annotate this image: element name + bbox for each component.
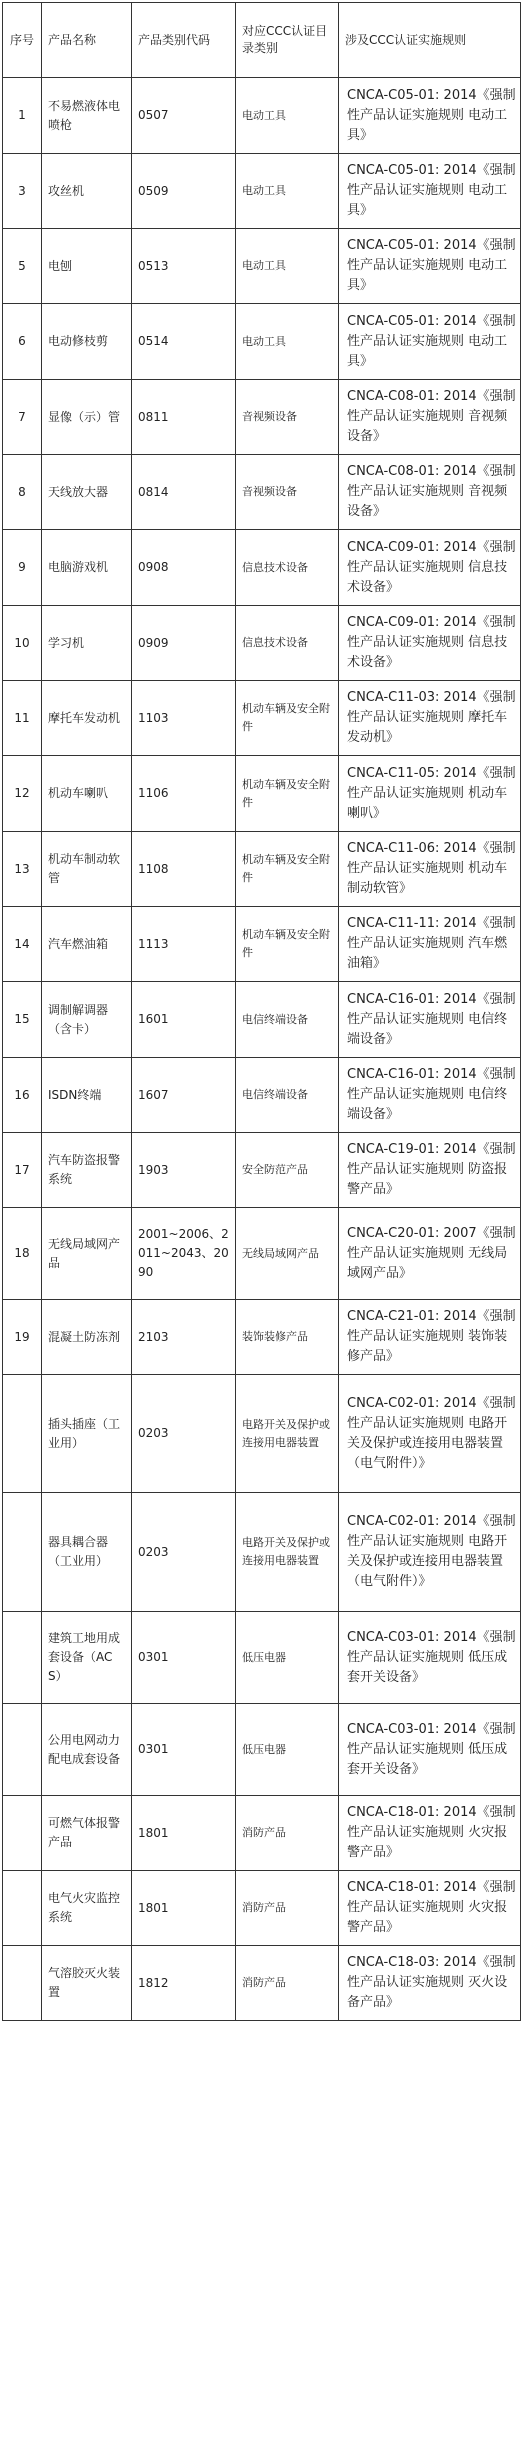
- row-category-code: 1601: [132, 982, 236, 1058]
- row-product-name: 插头插座（工业用）: [42, 1375, 132, 1493]
- table-header-row: [3, 3, 521, 78]
- row-category-code: 0909: [132, 606, 236, 681]
- row-seq: 10: [3, 606, 42, 681]
- row-ccc-rule: CNCA-C09-01: 2014《强制性产品认证实施规则 信息技术设备》: [339, 530, 521, 606]
- row-seq: 9: [3, 530, 42, 606]
- row-ccc-category: 无线局域网产品: [236, 1208, 339, 1300]
- row-ccc-rule: CNCA-C05-01: 2014《强制性产品认证实施规则 电动工具》: [339, 229, 521, 304]
- row-ccc-category: 信息技术设备: [236, 530, 339, 606]
- row-ccc-category: 机动车辆及安全附件: [236, 756, 339, 832]
- row-product-name: 显像（示）管: [42, 380, 132, 455]
- row-product-name: 公用电网动力配电成套设备: [42, 1704, 132, 1796]
- header-category-code: 产品类别代码: [132, 3, 236, 78]
- row-seq: 6: [3, 304, 42, 380]
- row-seq: 19: [3, 1300, 42, 1375]
- row-ccc-rule: CNCA-C11-06: 2014《强制性产品认证实施规则 机动车制动软管》: [339, 832, 521, 907]
- row-ccc-rule: CNCA-C02-01: 2014《强制性产品认证实施规则 电路开关及保护或连接用电器装置（电气附件）》: [339, 1375, 521, 1493]
- row-ccc-category: 消防产品: [236, 1946, 339, 2021]
- row-product-name: 电脑游戏机: [42, 530, 132, 606]
- row-product-name: 建筑工地用成套设备（ACS）: [42, 1612, 132, 1704]
- row-product-name: 机动车制动软管: [42, 832, 132, 907]
- row-ccc-category: 电动工具: [236, 78, 339, 154]
- row-category-code: 1103: [132, 681, 236, 756]
- row-ccc-rule: CNCA-C05-01: 2014《强制性产品认证实施规则 电动工具》: [339, 154, 521, 229]
- table-row: [3, 1796, 521, 1871]
- row-ccc-category: 电信终端设备: [236, 1058, 339, 1133]
- row-ccc-category: 机动车辆及安全附件: [236, 907, 339, 982]
- row-category-code: 0203: [132, 1493, 236, 1612]
- table-row: [3, 681, 521, 756]
- row-seq: 1: [3, 78, 42, 154]
- row-category-code: 0301: [132, 1612, 236, 1704]
- row-product-name: 电气火灾监控系统: [42, 1871, 132, 1946]
- row-category-code: 0908: [132, 530, 236, 606]
- row-ccc-rule: CNCA-C05-01: 2014《强制性产品认证实施规则 电动工具》: [339, 78, 521, 154]
- row-seq: [3, 1493, 42, 1612]
- row-ccc-rule: CNCA-C02-01: 2014《强制性产品认证实施规则 电路开关及保护或连接用电器装置（电气附件）》: [339, 1493, 521, 1612]
- row-ccc-category: 低压电器: [236, 1704, 339, 1796]
- row-ccc-category: 电路开关及保护或连接用电器装置: [236, 1375, 339, 1493]
- header-ccc-catalog-category: 对应CCC认证目录类别: [236, 3, 339, 78]
- row-seq: 15: [3, 982, 42, 1058]
- row-category-code: 0507: [132, 78, 236, 154]
- row-product-name: 无线局域网产品: [42, 1208, 132, 1300]
- table-row: [3, 78, 521, 154]
- row-seq: [3, 1612, 42, 1704]
- table-row: [3, 907, 521, 982]
- row-ccc-rule: CNCA-C03-01: 2014《强制性产品认证实施规则 低压成套开关设备》: [339, 1704, 521, 1796]
- row-seq: [3, 1946, 42, 2021]
- row-product-name: 机动车喇叭: [42, 756, 132, 832]
- table-row: [3, 154, 521, 229]
- row-category-code: 0301: [132, 1704, 236, 1796]
- row-seq: [3, 1375, 42, 1493]
- table-row: [3, 530, 521, 606]
- row-ccc-rule: CNCA-C11-05: 2014《强制性产品认证实施规则 机动车喇叭》: [339, 756, 521, 832]
- row-seq: 16: [3, 1058, 42, 1133]
- row-ccc-rule: CNCA-C08-01: 2014《强制性产品认证实施规则 音视频设备》: [339, 380, 521, 455]
- row-category-code: 1108: [132, 832, 236, 907]
- row-category-code: 1113: [132, 907, 236, 982]
- row-product-name: 器具耦合器（工业用）: [42, 1493, 132, 1612]
- row-seq: 17: [3, 1133, 42, 1208]
- row-category-code: 0514: [132, 304, 236, 380]
- row-product-name: 电动修枝剪: [42, 304, 132, 380]
- table-row: [3, 1946, 521, 2021]
- row-ccc-category: 安全防范产品: [236, 1133, 339, 1208]
- row-seq: 7: [3, 380, 42, 455]
- row-product-name: 攻丝机: [42, 154, 132, 229]
- row-product-name: ISDN终端: [42, 1058, 132, 1133]
- row-ccc-rule: CNCA-C16-01: 2014《强制性产品认证实施规则 电信终端设备》: [339, 982, 521, 1058]
- row-category-code: 1812: [132, 1946, 236, 2021]
- row-category-code: 1903: [132, 1133, 236, 1208]
- row-product-name: 混凝土防冻剂: [42, 1300, 132, 1375]
- row-ccc-category: 电动工具: [236, 154, 339, 229]
- row-seq: 5: [3, 229, 42, 304]
- table-row: [3, 1058, 521, 1133]
- table-row: [3, 1300, 521, 1375]
- row-ccc-rule: CNCA-C09-01: 2014《强制性产品认证实施规则 信息技术设备》: [339, 606, 521, 681]
- row-ccc-category: 消防产品: [236, 1871, 339, 1946]
- row-ccc-category: 电动工具: [236, 229, 339, 304]
- row-ccc-category: 机动车辆及安全附件: [236, 681, 339, 756]
- header-seq: 序号: [3, 3, 42, 78]
- row-category-code: 0203: [132, 1375, 236, 1493]
- table-row: [3, 229, 521, 304]
- row-ccc-rule: CNCA-C21-01: 2014《强制性产品认证实施规则 装饰装修产品》: [339, 1300, 521, 1375]
- row-seq: 8: [3, 455, 42, 530]
- row-seq: [3, 1704, 42, 1796]
- row-seq: 13: [3, 832, 42, 907]
- row-ccc-category: 低压电器: [236, 1612, 339, 1704]
- row-ccc-category: 信息技术设备: [236, 606, 339, 681]
- row-ccc-rule: CNCA-C20-01: 2007《强制性产品认证实施规则 无线局域网产品》: [339, 1208, 521, 1300]
- row-ccc-category: 装饰装修产品: [236, 1300, 339, 1375]
- header-product-name: 产品名称: [42, 3, 132, 78]
- table-row: [3, 1871, 521, 1946]
- row-category-code: 2001~2006、2011~2043、2090: [132, 1208, 236, 1300]
- row-seq: 18: [3, 1208, 42, 1300]
- row-product-name: 气溶胶灭火装置: [42, 1946, 132, 2021]
- row-product-name: 汽车防盗报警系统: [42, 1133, 132, 1208]
- table-row: [3, 380, 521, 455]
- row-category-code: 2103: [132, 1300, 236, 1375]
- row-seq: 3: [3, 154, 42, 229]
- row-ccc-rule: CNCA-C16-01: 2014《强制性产品认证实施规则 电信终端设备》: [339, 1058, 521, 1133]
- row-product-name: 学习机: [42, 606, 132, 681]
- row-ccc-category: 电路开关及保护或连接用电器装置: [236, 1493, 339, 1612]
- row-product-name: 天线放大器: [42, 455, 132, 530]
- row-product-name: 摩托车发动机: [42, 681, 132, 756]
- row-product-name: 可燃气体报警产品: [42, 1796, 132, 1871]
- row-category-code: 1106: [132, 756, 236, 832]
- row-ccc-rule: CNCA-C18-01: 2014《强制性产品认证实施规则 火灾报警产品》: [339, 1796, 521, 1871]
- row-product-name: 电刨: [42, 229, 132, 304]
- table-row: [3, 832, 521, 907]
- row-ccc-rule: CNCA-C11-03: 2014《强制性产品认证实施规则 摩托车发动机》: [339, 681, 521, 756]
- row-category-code: 1801: [132, 1796, 236, 1871]
- row-product-name: 调制解调器（含卡）: [42, 982, 132, 1058]
- row-category-code: 1607: [132, 1058, 236, 1133]
- row-ccc-rule: CNCA-C05-01: 2014《强制性产品认证实施规则 电动工具》: [339, 304, 521, 380]
- row-seq: 14: [3, 907, 42, 982]
- row-category-code: 0814: [132, 455, 236, 530]
- row-product-name: 不易燃液体电喷枪: [42, 78, 132, 154]
- table-row: [3, 756, 521, 832]
- row-ccc-rule: CNCA-C11-11: 2014《强制性产品认证实施规则 汽车燃油箱》: [339, 907, 521, 982]
- table-row: [3, 982, 521, 1058]
- row-ccc-category: 音视频设备: [236, 380, 339, 455]
- row-ccc-rule: CNCA-C18-01: 2014《强制性产品认证实施规则 火灾报警产品》: [339, 1871, 521, 1946]
- row-ccc-category: 消防产品: [236, 1796, 339, 1871]
- row-product-name: 汽车燃油箱: [42, 907, 132, 982]
- row-seq: 12: [3, 756, 42, 832]
- table-row: [3, 1612, 521, 1704]
- row-category-code: 0513: [132, 229, 236, 304]
- table-row: [3, 606, 521, 681]
- ccc-product-table: [2, 2, 521, 2021]
- row-category-code: 0811: [132, 380, 236, 455]
- table-row: [3, 1493, 521, 1612]
- row-ccc-rule: CNCA-C19-01: 2014《强制性产品认证实施规则 防盗报警产品》: [339, 1133, 521, 1208]
- row-seq: [3, 1871, 42, 1946]
- row-seq: 11: [3, 681, 42, 756]
- table-row: [3, 1208, 521, 1300]
- row-ccc-rule: CNCA-C18-03: 2014《强制性产品认证实施规则 灭火设备产品》: [339, 1946, 521, 2021]
- row-ccc-rule: CNCA-C03-01: 2014《强制性产品认证实施规则 低压成套开关设备》: [339, 1612, 521, 1704]
- row-ccc-category: 电信终端设备: [236, 982, 339, 1058]
- row-ccc-category: 机动车辆及安全附件: [236, 832, 339, 907]
- table-row: [3, 1704, 521, 1796]
- table-row: [3, 1133, 521, 1208]
- row-ccc-rule: CNCA-C08-01: 2014《强制性产品认证实施规则 音视频设备》: [339, 455, 521, 530]
- row-ccc-category: 电动工具: [236, 304, 339, 380]
- row-category-code: 0509: [132, 154, 236, 229]
- row-ccc-category: 音视频设备: [236, 455, 339, 530]
- table-row: [3, 455, 521, 530]
- row-category-code: 1801: [132, 1871, 236, 1946]
- table-row: [3, 1375, 521, 1493]
- table-row: [3, 304, 521, 380]
- row-seq: [3, 1796, 42, 1871]
- header-ccc-implementation-rule: 涉及CCC认证实施规则: [339, 3, 521, 78]
